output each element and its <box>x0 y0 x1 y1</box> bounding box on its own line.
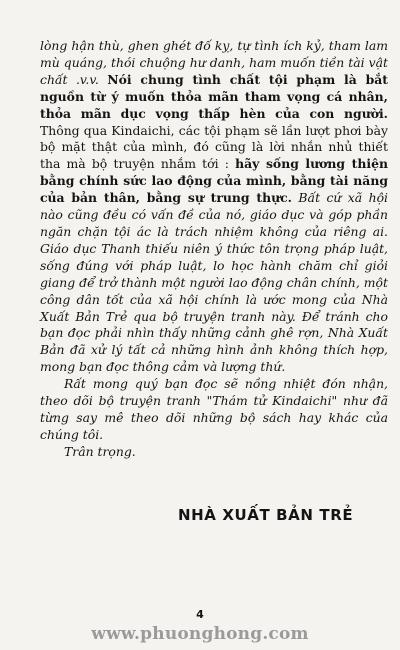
p1-bold-message: hãy sống lương thiện bằng chính sức lao động của mình, bằng tài năng của bản thân, bằng sự trung thực. <box>40 156 388 206</box>
p1-middle: Thông qua Kindaichi, các tội phạm sẽ lần lượt phơi bày bộ mặt thật của mình, đó cũng là lời nhắn nhủ thiết tha mà bộ truyện nhắm tới : <box>40 122 388 172</box>
body-text <box>40 38 388 461</box>
paragraph-2: Rất mong quý bạn đọc sẽ nồng nhiệt đón nhận, theo dõi bộ truyện tranh "Thám tử Kindaichi" như đã từng say mê theo dõi những bộ sách hay khác của chúng tôi. <box>40 376 388 442</box>
publisher-signature: NHÀ XUẤT BẢN TRẺ <box>178 506 354 524</box>
page-number: 4 <box>196 608 204 621</box>
watermark-url: www.phuonghong.com <box>91 624 309 644</box>
closing-line: Trân trọng. <box>64 443 136 459</box>
paragraph-1 <box>40 38 388 376</box>
p1-bold-statement: Nói chung tình chất tội phạm là bắt nguồn từ ý muốn thỏa mãn tham vọng cá nhân, thỏa mãn dục vọng thấp hèn của con người. <box>40 71 389 121</box>
p1-intro: lòng hận thù, ghen ghét đố kỵ, tự tình ích kỷ, tham lam mù quáng, thói chuộng hư danh, ham muốn tiền tài vật chất .v.v. <box>40 38 388 87</box>
p1-rest: Bất cứ xã hội nào cũng đều có vấn đề của nó, giáo dục và góp phần ngăn chặn tội ác là trách nhiệm không của riêng ai. Giáo dục Thanh thiếu niên ý thức tôn trọng pháp luật, sống đúng với pháp luật, lo học hành chăm chỉ giỏi giang để trở thành một người lao động chân chính, một công dân tốt của xã hội chính là ước mong của Nhà Xuất Bản Trẻ qua bộ truyện tranh này. Để tránh cho bạn đọc phải nhìn thấy những cảnh ghê rợn, Nhà Xuất Bản đã xử lý tất cả những hình ảnh không thích hợp, mong bạn đọc thông cảm và lượng thứ. <box>40 190 388 375</box>
